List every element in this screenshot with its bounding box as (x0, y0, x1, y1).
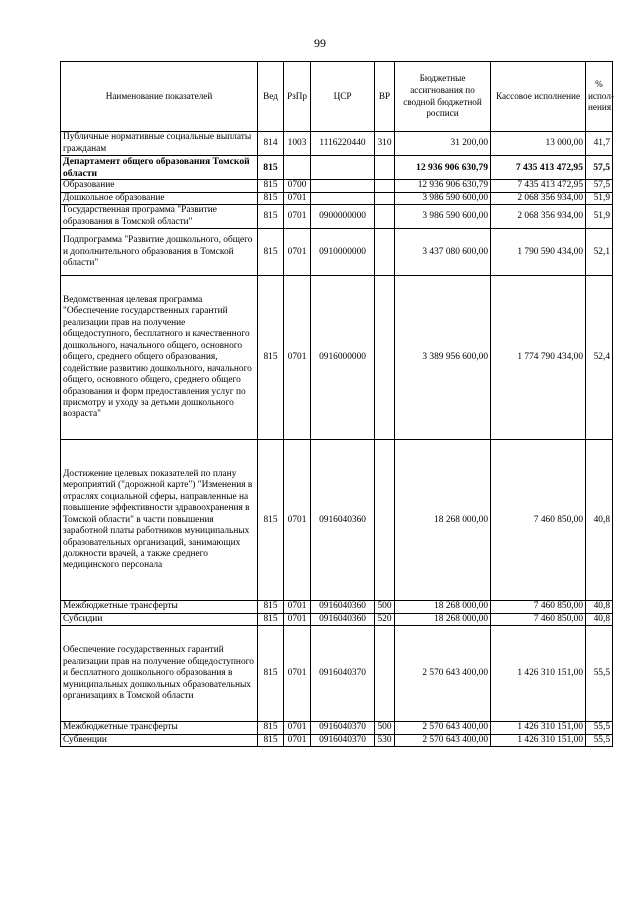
cell-ved: 815 (258, 229, 284, 276)
cell-name: Субсидии (61, 613, 258, 625)
cell-ved: 814 (258, 132, 284, 156)
cell-cash: 1 426 310 151,00 (491, 734, 586, 746)
cell-cash: 7 460 850,00 (491, 613, 586, 625)
header-vr: ВР (375, 62, 395, 132)
table-row (61, 229, 613, 276)
cell-percent: 52,4 (586, 276, 613, 440)
header-csr: ЦСР (311, 62, 375, 132)
cell-name: Обеспечение государственных гарантий реализации прав на получение общедоступного и бесплатного дошкольного образования в муниципальных дошкольных образовательных организациях в Томской области (61, 626, 258, 722)
cell-name: Достижение целевых показателей по плану мероприятий ("дорожной карте") "Изменения в отраслях социальной сферы, направленные на повышение эффективности здравоохранения в Томской области" в части повышения заработной платы работников муниципальных образовательных организаций, занимающих должности врачей, а также среднего медицинского персонала (61, 440, 258, 601)
cell-rzpr: 0701 (284, 734, 311, 746)
header-ved: Вед (258, 62, 284, 132)
cell-name: Субвенции (61, 734, 258, 746)
cell-budget: 2 570 643 400,00 (395, 626, 491, 722)
cell-cash: 1 426 310 151,00 (491, 722, 586, 734)
table-row (61, 180, 613, 192)
cell-budget: 31 200,00 (395, 132, 491, 156)
cell-percent: 55,5 (586, 626, 613, 722)
cell-budget: 2 570 643 400,00 (395, 734, 491, 746)
cell-cash: 2 068 356 934,00 (491, 192, 586, 204)
cell-percent: 51,9 (586, 192, 613, 204)
cell-budget: 18 268 000,00 (395, 440, 491, 601)
header-budget: Бюджетные ассигнования по сводной бюджетной росписи (395, 62, 491, 132)
cell-rzpr: 0700 (284, 180, 311, 192)
cell-csr: 0916040370 (311, 626, 375, 722)
cell-cash: 13 000,00 (491, 132, 586, 156)
cell-rzpr: 0701 (284, 205, 311, 229)
table-body (61, 132, 613, 747)
cell-csr: 0916040370 (311, 734, 375, 746)
table-row (61, 601, 613, 613)
cell-ved: 815 (258, 440, 284, 601)
cell-name: Ведомственная целевая программа "Обеспечение государственных гарантий реализации прав на получение общедоступного, бесплатного и качественного дошкольного, начального общего, основного общего, среднего общего образования, содействие развитию дошкольного, начального общего, основного общего, среднего общего образования и форм предоставления услуг по присмотру и уходу за детьми дошкольного возраста" (61, 276, 258, 440)
cell-csr (311, 180, 375, 192)
cell-budget: 18 268 000,00 (395, 601, 491, 613)
cell-cash: 7 460 850,00 (491, 601, 586, 613)
cell-budget: 3 389 956 600,00 (395, 276, 491, 440)
cell-budget: 3 986 590 600,00 (395, 192, 491, 204)
cell-name: Дошкольное образование (61, 192, 258, 204)
cell-rzpr (284, 156, 311, 180)
cell-ved: 815 (258, 601, 284, 613)
cell-budget: 3 986 590 600,00 (395, 205, 491, 229)
table-row (61, 734, 613, 746)
cell-vr (375, 205, 395, 229)
cell-rzpr: 0701 (284, 613, 311, 625)
cell-name: Межбюджетные трансферты (61, 722, 258, 734)
table-row (61, 440, 613, 601)
cell-vr (375, 192, 395, 204)
cell-csr (311, 192, 375, 204)
cell-csr (311, 156, 375, 180)
cell-percent: 55,5 (586, 722, 613, 734)
cell-ved: 815 (258, 276, 284, 440)
cell-percent: 40,8 (586, 601, 613, 613)
table-row (61, 205, 613, 229)
cell-vr: 500 (375, 601, 395, 613)
table-row (61, 156, 613, 180)
cell-csr: 0916040360 (311, 613, 375, 625)
cell-rzpr: 1003 (284, 132, 311, 156)
cell-rzpr: 0701 (284, 722, 311, 734)
cell-vr: 530 (375, 734, 395, 746)
cell-budget: 3 437 080 600,00 (395, 229, 491, 276)
cell-vr (375, 180, 395, 192)
cell-budget: 18 268 000,00 (395, 613, 491, 625)
cell-vr (375, 440, 395, 601)
cell-csr: 0910000000 (311, 229, 375, 276)
cell-csr: 0916040370 (311, 722, 375, 734)
cell-ved: 815 (258, 180, 284, 192)
table-row (61, 613, 613, 625)
cell-rzpr: 0701 (284, 192, 311, 204)
cell-percent: 55,5 (586, 734, 613, 746)
cell-budget: 2 570 643 400,00 (395, 722, 491, 734)
cell-cash: 1 426 310 151,00 (491, 626, 586, 722)
header-percent: % испол-нения (586, 62, 613, 132)
cell-percent: 40,8 (586, 613, 613, 625)
cell-cash: 7 435 413 472,95 (491, 156, 586, 180)
cell-ved: 815 (258, 613, 284, 625)
cell-ved: 815 (258, 192, 284, 204)
cell-cash: 1 790 590 434,00 (491, 229, 586, 276)
header-rzpr: РзПр (284, 62, 311, 132)
cell-vr: 310 (375, 132, 395, 156)
cell-percent: 41,7 (586, 132, 613, 156)
cell-name: Образование (61, 180, 258, 192)
cell-name: Департамент общего образования Томской области (61, 156, 258, 180)
cell-csr: 0900000000 (311, 205, 375, 229)
cell-csr: 0916000000 (311, 276, 375, 440)
cell-percent: 40,8 (586, 440, 613, 601)
cell-vr (375, 156, 395, 180)
cell-percent: 57,5 (586, 156, 613, 180)
cell-ved: 815 (258, 626, 284, 722)
cell-percent: 57,5 (586, 180, 613, 192)
header-name: Наименование показателей (61, 62, 258, 132)
cell-rzpr: 0701 (284, 626, 311, 722)
cell-budget: 12 936 906 630,79 (395, 156, 491, 180)
table-row (61, 722, 613, 734)
cell-name: Подпрограмма "Развитие дошкольного, общего и дополнительного образования в Томской области" (61, 229, 258, 276)
cell-cash: 7 460 850,00 (491, 440, 586, 601)
table-row (61, 192, 613, 204)
cell-rzpr: 0701 (284, 440, 311, 601)
table-header-row (61, 62, 613, 132)
page-number: 99 (314, 36, 326, 50)
cell-budget: 12 936 906 630,79 (395, 180, 491, 192)
cell-ved: 815 (258, 205, 284, 229)
table-row (61, 626, 613, 722)
cell-cash: 7 435 413 472,95 (491, 180, 586, 192)
cell-ved: 815 (258, 734, 284, 746)
cell-csr: 1116220440 (311, 132, 375, 156)
cell-vr (375, 229, 395, 276)
table-row (61, 276, 613, 440)
cell-name: Государственная программа "Развитие образования в Томской области" (61, 205, 258, 229)
cell-percent: 52,1 (586, 229, 613, 276)
cell-csr: 0916040360 (311, 601, 375, 613)
cell-vr (375, 276, 395, 440)
cell-rzpr: 0701 (284, 601, 311, 613)
cell-ved: 815 (258, 156, 284, 180)
cell-csr: 0916040360 (311, 440, 375, 601)
budget-execution-table (60, 61, 613, 747)
table-row (61, 132, 613, 156)
cell-rzpr: 0701 (284, 276, 311, 440)
cell-ved: 815 (258, 722, 284, 734)
cell-cash: 2 068 356 934,00 (491, 205, 586, 229)
cell-rzpr: 0701 (284, 229, 311, 276)
cell-vr: 500 (375, 722, 395, 734)
cell-vr: 520 (375, 613, 395, 625)
cell-name: Публичные нормативные социальные выплаты гражданам (61, 132, 258, 156)
cell-name: Межбюджетные трансферты (61, 601, 258, 613)
cell-percent: 51,9 (586, 205, 613, 229)
cell-cash: 1 774 790 434,00 (491, 276, 586, 440)
header-cash: Кассовое исполнение (491, 62, 586, 132)
cell-vr (375, 626, 395, 722)
